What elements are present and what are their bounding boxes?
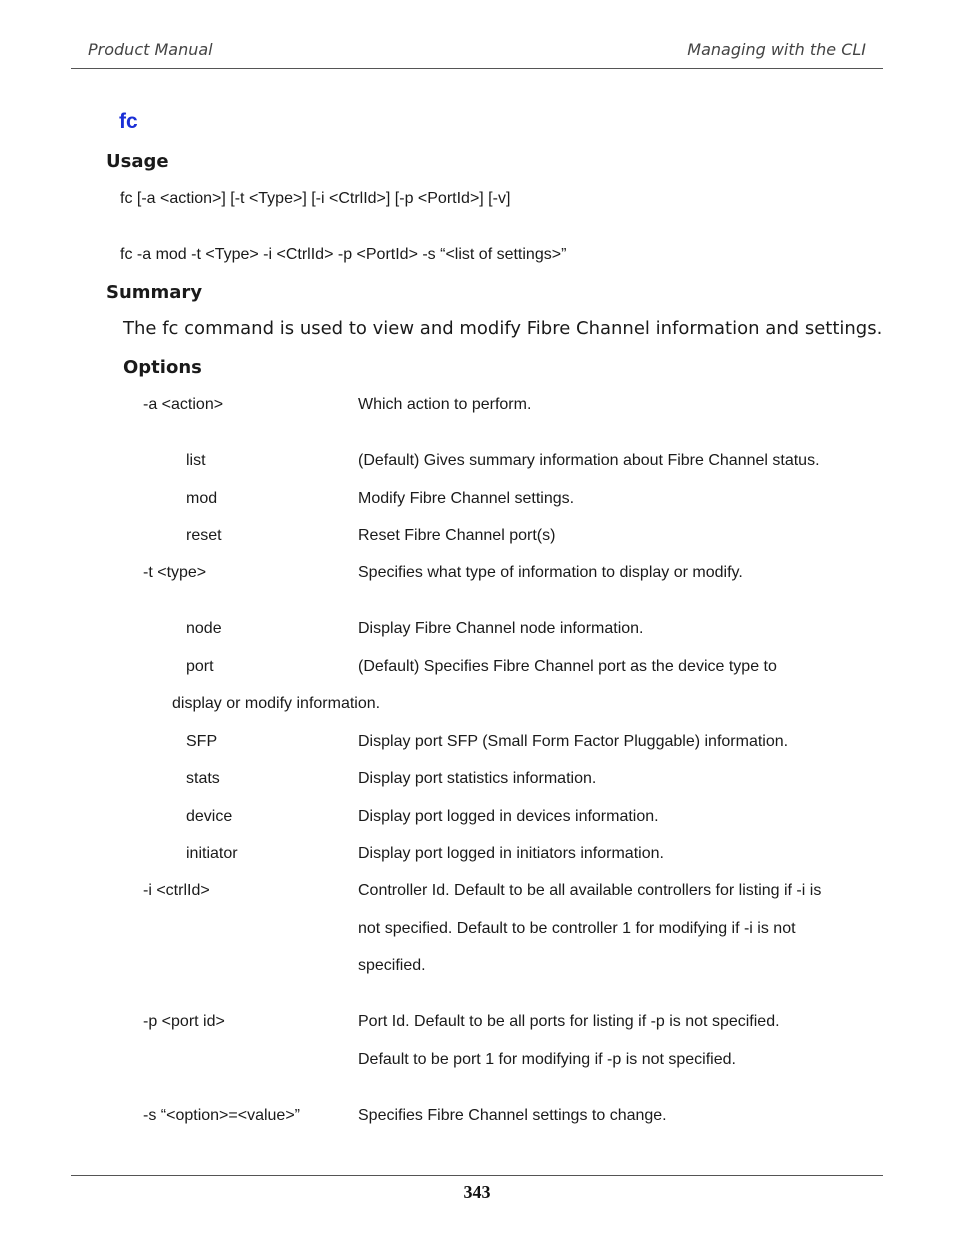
option-term: reset — [186, 527, 222, 544]
option-term: stats — [186, 770, 220, 787]
option-desc: Specifies what type of information to display or modify. — [358, 564, 743, 581]
option-desc: Display port statistics information. — [358, 770, 597, 787]
option-desc: Display port logged in devices information. — [358, 808, 659, 825]
running-header-left: Product Manual — [88, 40, 213, 59]
options-heading: Options — [123, 357, 202, 378]
option-desc: Reset Fibre Channel port(s) — [358, 527, 556, 544]
option-desc: Display Fibre Channel node information. — [358, 620, 644, 637]
option-desc: Modify Fibre Channel settings. — [358, 490, 575, 507]
option-desc-continued: display or modify information. — [172, 695, 381, 712]
option-term: port — [186, 658, 214, 675]
usage-line: fc [-a <action>] [-t <Type>] [-i <CtrlId>] [-p <PortId>] [-v] — [120, 190, 511, 207]
usage-heading: Usage — [106, 151, 169, 172]
option-term: -p <port id> — [143, 1013, 225, 1030]
option-term: SFP — [186, 733, 218, 750]
option-term: -i <ctrlId> — [143, 882, 210, 899]
command-title: fc — [119, 110, 138, 133]
option-term: -t <type> — [143, 564, 207, 581]
option-desc: Display port SFP (Small Form Factor Pluggable) information. — [358, 733, 789, 750]
summary-text: The fc command is used to view and modify Fibre Channel information and settings. — [123, 318, 883, 339]
option-term: initiator — [186, 845, 238, 862]
option-desc: Controller Id. Default to be all available controllers for listing if -i is — [358, 882, 822, 899]
summary-heading: Summary — [106, 282, 203, 303]
running-header-right: Managing with the CLI — [687, 40, 866, 59]
footer-rule — [71, 1175, 883, 1176]
option-desc: Port Id. Default to be all ports for listing if -p is not specified. — [358, 1013, 780, 1030]
option-term: -a <action> — [143, 396, 224, 413]
option-desc: Which action to perform. — [358, 396, 532, 413]
header-rule — [71, 68, 883, 69]
option-term: device — [186, 808, 233, 825]
option-desc-line3: specified. — [358, 957, 426, 974]
option-term: list — [186, 452, 206, 469]
page-number: 343 — [463, 1182, 491, 1202]
option-desc: Display port logged in initiators information. — [358, 845, 664, 862]
option-desc: (Default) Specifies Fibre Channel port as the device type to — [358, 658, 777, 675]
option-desc-line2: Default to be port 1 for modifying if -p is not specified. — [358, 1051, 736, 1068]
option-term: -s “<option>=<value>” — [143, 1107, 300, 1124]
usage-line: fc -a mod -t <Type> -i <CtrlId> -p <PortId> -s “<list of settings>” — [120, 246, 567, 263]
option-desc: Specifies Fibre Channel settings to change. — [358, 1107, 667, 1124]
option-term: mod — [186, 490, 218, 507]
option-term: node — [186, 620, 222, 637]
option-desc-line2: not specified. Default to be controller 1 for modifying if -i is not — [358, 920, 796, 937]
option-desc: (Default) Gives summary information about Fibre Channel status. — [358, 452, 820, 469]
